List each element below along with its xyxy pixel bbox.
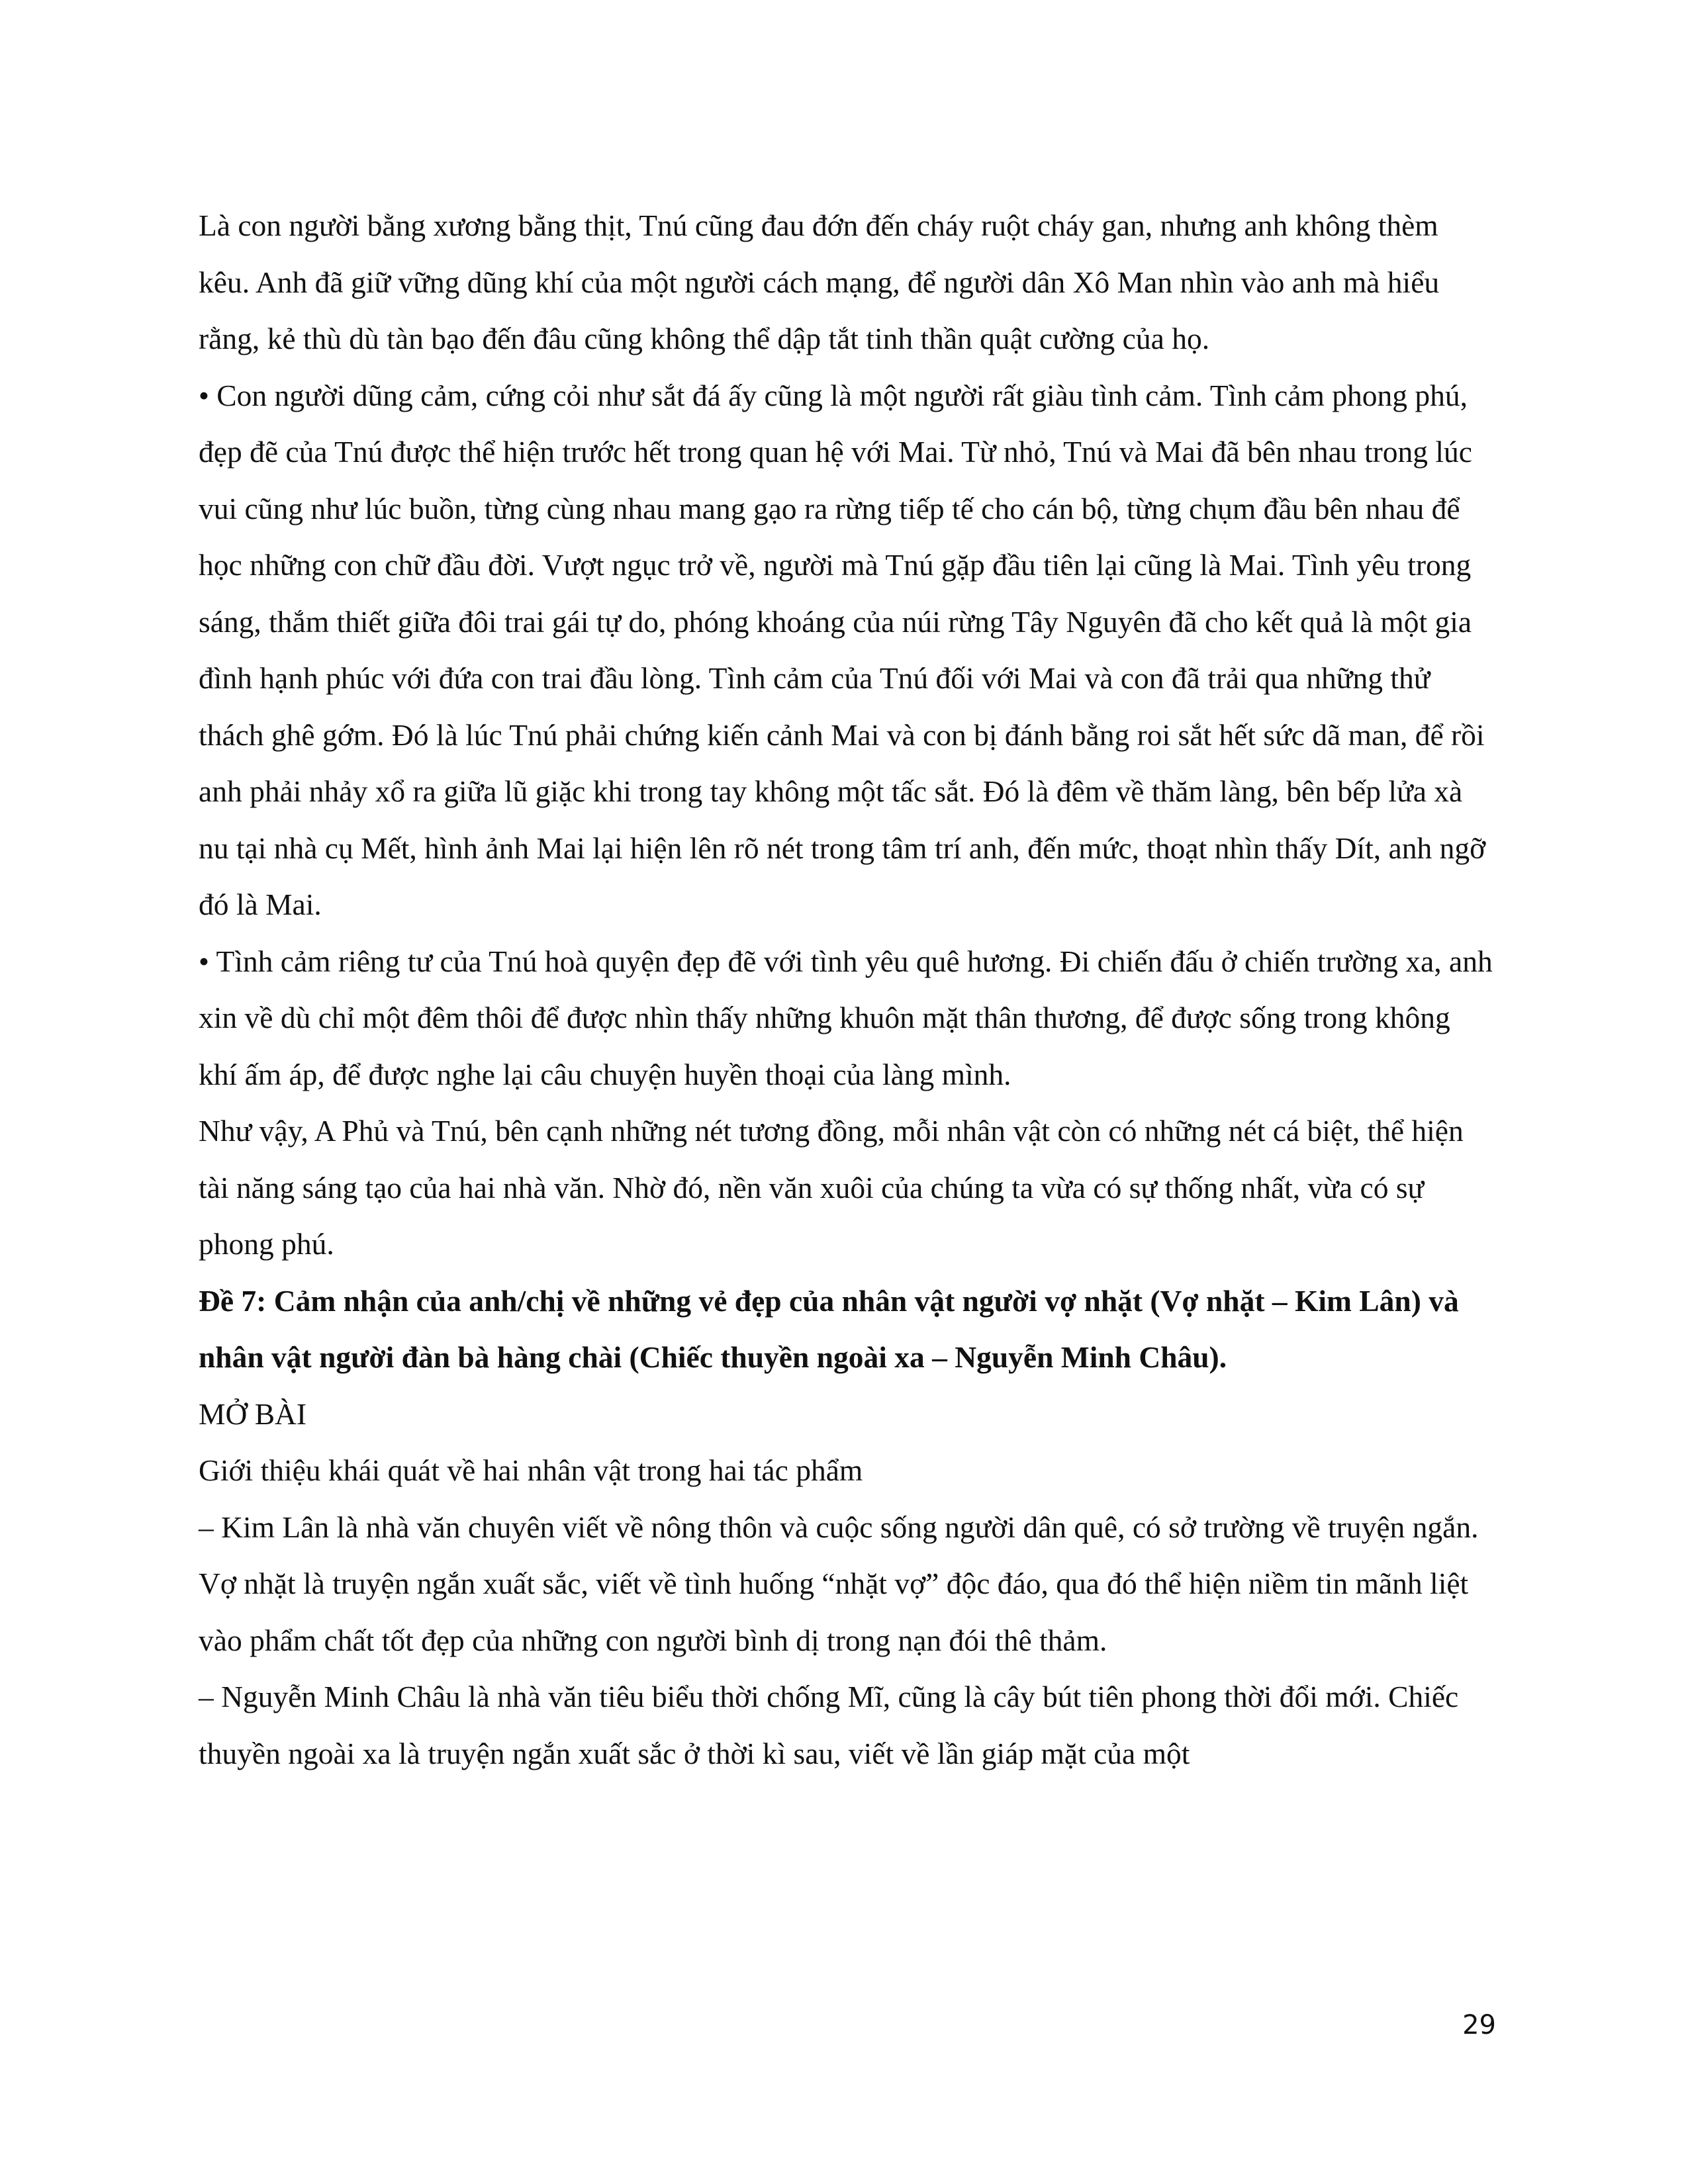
paragraph-conclusion: Như vậy, A Phủ và Tnú, bên cạnh những nét tương đồng, mỗi nhân vật còn có những nét cá biệt, thể hiện tài năng sáng tạo của hai nhà văn. Nhờ đó, nền văn xuôi của chúng ta vừa có sự thống nhất, vừa có sự phong phú. [199,1114,1464,1261]
paragraph-tnu-pain: Là con người bằng xương bằng thịt, Tnú cũng đau đớn đến cháy ruột cháy gan, nhưng anh không thèm kêu. Anh đã giữ vững dũng khí của một người cách mạng, để người dân Xô Man nhìn vào anh mà hiểu rằng, kẻ thù dù tàn bạo đến đâu cũng không thể dập tắt tinh thần quật cường của họ. [199,208,1440,355]
page-number: 29 [1462,2010,1496,2040]
paragraph-tnu-homeland: • Tình cảm riêng tư của Tnú hoà quyện đẹp đẽ với tình yêu quê hương. Đi chiến đấu ở chiến trường xa, anh xin về dù chỉ một đêm thôi để được nhìn thấy những khuôn mặt thân thương, để được sống trong không khí ấm áp, để được nghe lại câu chuyện huyền thoại của làng mình. [199,944,1493,1091]
paragraph-kim-lan: – Kim Lân là nhà văn chuyên viết về nông thôn và cuộc sống người dân quê, có sở trường về truyện ngắn. Vợ nhặt là truyện ngắn xuất sắc, viết về tình huống “nhặt vợ” độc đáo, qua đó thể hiện niềm tin mãnh liệt vào phẩm chất tốt đẹp của những con người bình dị trong nạn đói thê thảm. [199,1510,1479,1657]
paragraph-nguyen-minh-chau: – Nguyễn Minh Châu là nhà văn tiêu biểu thời chống Mĩ, cũng là cây bút tiên phong thời đổi mới. Chiếc thuyền ngoài xa là truyện ngắn xuất sắc ở thời kì sau, viết về lần giáp mặt của một [199,1680,1459,1770]
essay-question-heading: Đề 7: Cảm nhận của anh/chị về những vẻ đẹp của nhân vật người vợ nhặt (Vợ nhặt – Kim Lân) và nhân vật người đàn bà hàng chài (Chiếc thuyền ngoài xa – Nguyễn Minh Châu). [199,1283,1459,1374]
page-body [199,197,1496,1782]
paragraph-intro-summary: Giới thiệu khái quát về hai nhân vật trong hai tác phẩm [199,1453,863,1487]
paragraph-tnu-emotion: • Con người dũng cảm, cứng cỏi như sắt đá ấy cũng là một người rất giàu tình cảm. Tình cảm phong phú, đẹp đẽ của Tnú được thể hiện trước hết trong quan hệ với Mai. Từ nhỏ, Tnú và Mai đã bên nhau trong lúc vui cũng như lúc buồn, từng cùng nhau mang gạo ra rừng tiếp tế cho cán bộ, từng chụm đầu bên nhau để học những con chữ đầu đời. Vượt ngục trở về, người mà Tnú gặp đầu tiên lại cũng là Mai. Tình yêu trong sáng, thắm thiết giữa đôi trai gái tự do, phóng khoáng của núi rừng Tây Nguyên đã cho kết quả là một gia đình hạnh phúc với đứa con trai đầu lòng. Tình cảm của Tnú đối với Mai và con đã trải qua những thử thách ghê gớm. Đó là lúc Tnú phải chứng kiến cảnh Mai và con bị đánh bằng roi sắt hết sức dã man, để rồi anh phải nhảy xổ ra giữa lũ giặc khi trong tay không một tấc sắt. Đó là đêm về thăm làng, bên bếp lửa xà nu tại nhà cụ Mết, hình ảnh Mai lại hiện lên rõ nét trong tâm trí anh, đến mức, thoạt nhìn thấy Dít, anh ngỡ đó là Mai. [199,378,1486,921]
section-heading-intro: MỞ BÀI [199,1396,307,1431]
